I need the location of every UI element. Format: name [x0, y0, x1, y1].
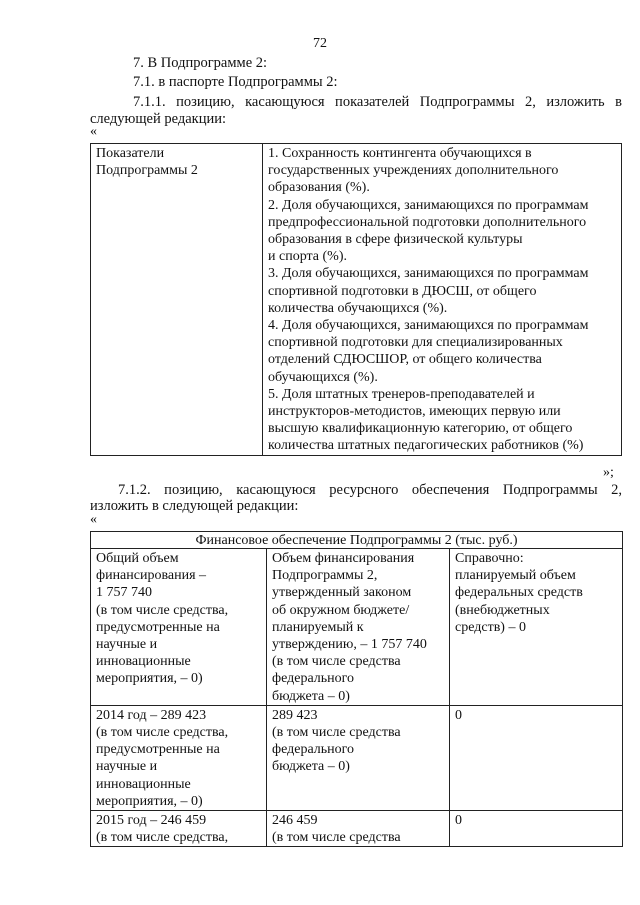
- finance-header-reference-line: планируемый объем: [455, 568, 576, 584]
- finance-caption-row: [91, 532, 623, 549]
- indicators-label-line: Показатели: [96, 146, 165, 161]
- finance-cell-line: 0: [455, 813, 462, 829]
- indicators-label-line: Подпрограммы 2: [96, 163, 198, 179]
- indicator-line: инструкторов-методистов, имеющих первую или: [268, 404, 561, 420]
- finance-header-total-line: 1 757 740: [96, 585, 152, 601]
- indicator-line: образования (%).: [268, 180, 370, 196]
- finance-cell-line: 2014 год – 289 423: [96, 707, 207, 723]
- finance-row-2015: [91, 811, 623, 847]
- finance-header-approved-line: утвержденный законом: [272, 585, 412, 601]
- finance-header-total: [91, 549, 267, 706]
- finance-header-total-line: предусмотренные на: [96, 619, 220, 635]
- finance-cell-line: 246 459: [272, 813, 318, 829]
- indicator-line: образования в сфере физической культуры: [268, 232, 523, 248]
- finance-header-total-line: (в том числе средства,: [96, 602, 229, 618]
- finance-cell-line: (в том числе средства: [272, 725, 401, 741]
- finance-header-approved-line: планируемый к: [272, 619, 364, 635]
- finance-cell-line: 289 423: [272, 707, 318, 723]
- finance-cell-line: бюджета – 0): [272, 759, 350, 775]
- item-7-1-1-line1: 7.1.1. позицию, касающуюся показателей Подпрограммы 2, изложить в: [133, 94, 622, 110]
- finance-cell-total: [91, 705, 267, 810]
- indicators-label-cell: [91, 144, 263, 456]
- finance-cell-line: (в том числе средства: [272, 830, 401, 846]
- finance-cell-line: (в том числе средства,: [96, 830, 229, 846]
- indicator-line: спортивной подготовки для специализированных: [268, 335, 563, 351]
- indicators-row: [91, 144, 622, 456]
- finance-cell-approved: [267, 811, 450, 847]
- indicator-line: высшую квалификационную категорию, от общего: [268, 421, 573, 437]
- finance-header-total-line: Общий объем: [96, 551, 179, 566]
- indicator-line: 1. Сохранность контингента обучающихся в: [268, 146, 532, 161]
- finance-cell-line: федерального: [272, 742, 355, 758]
- finance-table-caption: Финансовое обеспечение Подпрограммы 2 (тыс. руб.): [91, 532, 623, 549]
- finance-header-approved-line: федерального: [272, 671, 355, 687]
- finance-cell-line: научные и: [96, 759, 158, 775]
- indicator-line: обучающихся (%).: [268, 369, 378, 385]
- finance-cell-total: [91, 811, 267, 847]
- quote-open-1: «: [90, 124, 97, 139]
- indicator-line: 2. Доля обучающихся, занимающихся по программам: [268, 197, 589, 213]
- finance-cell-line: (в том числе средства,: [96, 725, 229, 741]
- finance-header-reference-line: средств) – 0: [455, 619, 526, 635]
- finance-header-approved: [267, 549, 450, 706]
- finance-cell-line: мероприятия, – 0): [96, 793, 203, 809]
- finance-cell-line: предусмотренные на: [96, 742, 220, 758]
- page-number: 72: [313, 36, 327, 51]
- indicator-line: количества обучающихся (%).: [268, 300, 448, 316]
- finance-header-approved-line: Объем финансирования: [272, 551, 415, 566]
- finance-header-reference-line: федеральных средств: [455, 585, 583, 601]
- finance-header-total-line: финансирования –: [96, 568, 207, 584]
- indicator-line: государственных учреждениях дополнительного: [268, 163, 559, 179]
- finance-table: [90, 531, 623, 847]
- finance-header-reference: [450, 549, 623, 706]
- indicator-line: количества штатных педагогических работников (%): [268, 438, 584, 454]
- finance-cell-reference: [450, 811, 623, 847]
- item-7-1-2-line1: 7.1.2. позицию, касающуюся ресурсного обеспечения Подпрограммы 2,: [118, 482, 622, 498]
- finance-header-row: [91, 549, 623, 706]
- finance-cell-line: инновационные: [96, 776, 191, 792]
- item-7-1-2-line2: изложить в следующей редакции:: [90, 498, 299, 514]
- item-7-1-1-line2: следующей редакции:: [90, 111, 227, 127]
- finance-header-reference-line: Справочно:: [455, 551, 524, 566]
- indicator-line: 5. Доля штатных тренеров-преподавателей и: [268, 386, 535, 402]
- finance-header-approved-line: бюджета – 0): [272, 688, 350, 704]
- indicators-table: [90, 143, 622, 456]
- finance-row-2014: [91, 705, 623, 810]
- finance-header-reference-line: (внебюджетных: [455, 602, 550, 618]
- finance-header-total-line: мероприятия, – 0): [96, 671, 203, 687]
- indicator-line: отделений СДЮСШОР, от общего количества: [268, 352, 542, 368]
- indicator-line: и спорта (%).: [268, 249, 348, 265]
- finance-header-approved-line: Подпрограммы 2,: [272, 568, 378, 584]
- finance-cell-line: 0: [455, 707, 462, 723]
- finance-header-approved-line: об окружном бюджете/: [272, 602, 410, 618]
- section-heading-7: 7. В Подпрограмме 2:: [133, 55, 268, 71]
- finance-header-total-line: инновационные: [96, 654, 191, 670]
- quote-close-1: »;: [603, 465, 614, 480]
- indicator-line: 4. Доля обучающихся, занимающихся по программам: [268, 318, 589, 334]
- indicator-line: 3. Доля обучающихся, занимающихся по программам: [268, 266, 589, 282]
- subsection-heading-7-1: 7.1. в паспорте Подпрограммы 2:: [133, 74, 338, 90]
- finance-cell-approved: [267, 705, 450, 810]
- indicators-value-cell: [263, 144, 622, 456]
- quote-open-2: «: [90, 512, 97, 527]
- indicator-line: спортивной подготовки в ДЮСШ, от общего: [268, 283, 537, 299]
- finance-cell-line: 2015 год – 246 459: [96, 813, 207, 829]
- finance-cell-reference: [450, 705, 623, 810]
- indicator-line: предпрофессиональной подготовки дополнительного: [268, 214, 587, 230]
- finance-header-approved-line: (в том числе средства: [272, 654, 401, 670]
- finance-header-total-line: научные и: [96, 637, 158, 653]
- finance-header-approved-line: утверждению, – 1 757 740: [272, 637, 427, 653]
